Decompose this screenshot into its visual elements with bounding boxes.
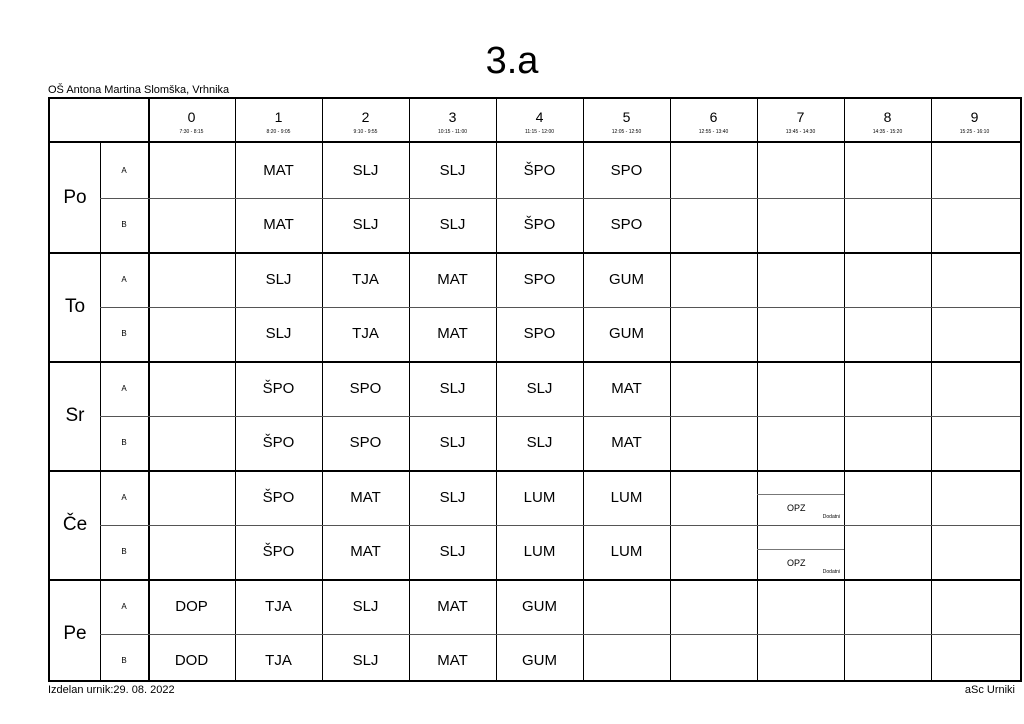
lesson-cell: SLJ xyxy=(352,652,379,670)
day-label: Če xyxy=(62,513,88,535)
day-label: Pe xyxy=(63,622,87,644)
lesson-cell: SPO xyxy=(610,161,643,179)
period-time: 10:15 - 11:00 xyxy=(437,129,468,135)
group-label: A xyxy=(121,383,127,393)
lesson-cell: SPO xyxy=(349,434,382,452)
lesson-cell: SPO xyxy=(349,379,382,397)
timetable-grid xyxy=(48,97,1022,682)
grid-line xyxy=(670,99,671,680)
group-label: A xyxy=(121,492,127,502)
period-number: 5 xyxy=(622,109,631,125)
period-number: 6 xyxy=(709,109,718,125)
grid-line xyxy=(844,99,845,680)
period-header xyxy=(235,99,322,141)
period-time: 12:55 - 13:40 xyxy=(698,129,729,135)
lesson-cell: SLJ xyxy=(352,161,379,179)
lesson-cell: SLJ xyxy=(352,216,379,234)
group-label: A xyxy=(121,165,127,175)
lesson-cell: MAT xyxy=(263,161,294,179)
period-time: 8:20 - 9:05 xyxy=(266,129,291,135)
lesson-cell: TJA xyxy=(265,597,292,615)
period-header xyxy=(148,99,235,141)
extra-subject: OPZ xyxy=(787,503,806,513)
lesson-cell: MAT xyxy=(611,434,642,452)
lesson-cell: SLJ xyxy=(439,379,466,397)
lesson-cell: SLJ xyxy=(439,434,466,452)
lesson-cell: SLJ xyxy=(265,325,292,343)
extra-note: Dodatni xyxy=(822,514,840,520)
period-header xyxy=(670,99,757,141)
period-number: 0 xyxy=(187,109,196,125)
lesson-cell: LUM xyxy=(610,543,643,561)
lesson-cell: LUM xyxy=(610,488,643,506)
period-number: 3 xyxy=(448,109,457,125)
group-label: B xyxy=(121,547,127,557)
period-number: 9 xyxy=(970,109,979,125)
extra-lesson xyxy=(757,549,844,579)
extra-note: Dodatni xyxy=(822,568,840,575)
lesson-cell: SPO xyxy=(610,216,643,234)
lesson-cell: ŠPO xyxy=(262,379,295,397)
group-label: A xyxy=(121,274,127,284)
lesson-cell: SPO xyxy=(523,325,556,343)
lesson-cell: MAT xyxy=(437,270,468,288)
lesson-cell: SLJ xyxy=(439,488,466,506)
period-header xyxy=(496,99,583,141)
group-label: B xyxy=(121,438,127,448)
period-header xyxy=(322,99,409,141)
group-label: B xyxy=(121,329,127,339)
lesson-cell: ŠPO xyxy=(523,161,556,179)
lesson-cell: MAT xyxy=(437,652,468,670)
period-time: 15:25 - 16:10 xyxy=(959,129,990,135)
grid-line xyxy=(757,99,758,680)
lesson-cell: SLJ xyxy=(439,543,466,561)
lesson-cell: MAT xyxy=(263,216,294,234)
lesson-cell: MAT xyxy=(611,379,642,397)
period-number: 2 xyxy=(361,109,370,125)
period-number: 7 xyxy=(796,109,805,125)
lesson-cell: LUM xyxy=(523,543,556,561)
grid-line xyxy=(931,99,932,680)
created-date: Izdelan urnik:29. 08. 2022 xyxy=(48,684,175,696)
group-label: B xyxy=(121,220,127,230)
lesson-cell: SLJ xyxy=(439,216,466,234)
period-number: 8 xyxy=(883,109,892,125)
class-title: 3.a xyxy=(485,40,539,82)
extra-lesson xyxy=(757,494,844,524)
lesson-cell: DOP xyxy=(175,597,208,615)
lesson-cell: SLJ xyxy=(526,379,553,397)
extra-subject: OPZ xyxy=(787,557,806,568)
lesson-cell: SPO xyxy=(523,270,556,288)
period-number: 4 xyxy=(535,109,544,125)
group-label: B xyxy=(121,656,127,666)
lesson-cell: GUM xyxy=(609,325,644,343)
lesson-cell: TJA xyxy=(352,325,379,343)
software-brand: aSc Urniki xyxy=(964,684,1015,696)
period-time: 7:30 - 8:15 xyxy=(179,129,204,135)
period-header xyxy=(844,99,931,141)
lesson-cell: MAT xyxy=(350,543,381,561)
lesson-cell: GUM xyxy=(522,597,557,615)
lesson-cell: MAT xyxy=(437,597,468,615)
group-label: A xyxy=(121,601,127,611)
lesson-cell: SLJ xyxy=(352,597,379,615)
period-header xyxy=(757,99,844,141)
lesson-cell: GUM xyxy=(609,270,644,288)
period-time: 13:45 - 14:30 xyxy=(785,129,816,135)
lesson-cell: ŠPO xyxy=(262,488,295,506)
lesson-cell: TJA xyxy=(352,270,379,288)
lesson-cell: ŠPO xyxy=(262,434,295,452)
lesson-cell: SLJ xyxy=(439,161,466,179)
day-label: To xyxy=(64,295,86,317)
lesson-cell: SLJ xyxy=(526,434,553,452)
lesson-cell: LUM xyxy=(523,488,556,506)
lesson-cell: ŠPO xyxy=(523,216,556,234)
lesson-cell: GUM xyxy=(522,652,557,670)
period-header xyxy=(409,99,496,141)
period-time: 11:15 - 12:00 xyxy=(524,129,555,135)
period-number: 1 xyxy=(274,109,283,125)
lesson-cell: TJA xyxy=(265,652,292,670)
period-time: 14:35 - 15:20 xyxy=(872,129,903,135)
lesson-cell: MAT xyxy=(350,488,381,506)
lesson-cell: DOD xyxy=(174,652,209,670)
day-label: Po xyxy=(63,186,87,208)
lesson-cell: ŠPO xyxy=(262,543,295,561)
period-header xyxy=(931,99,1018,141)
period-time: 9:10 - 9:55 xyxy=(353,129,378,135)
school-name: OŠ Antona Martina Slomška, Vrhnika xyxy=(48,84,230,96)
lesson-cell: MAT xyxy=(437,325,468,343)
day-label: Sr xyxy=(65,404,85,426)
lesson-cell: SLJ xyxy=(265,270,292,288)
period-header xyxy=(583,99,670,141)
period-time: 12:05 - 12:50 xyxy=(611,129,642,135)
